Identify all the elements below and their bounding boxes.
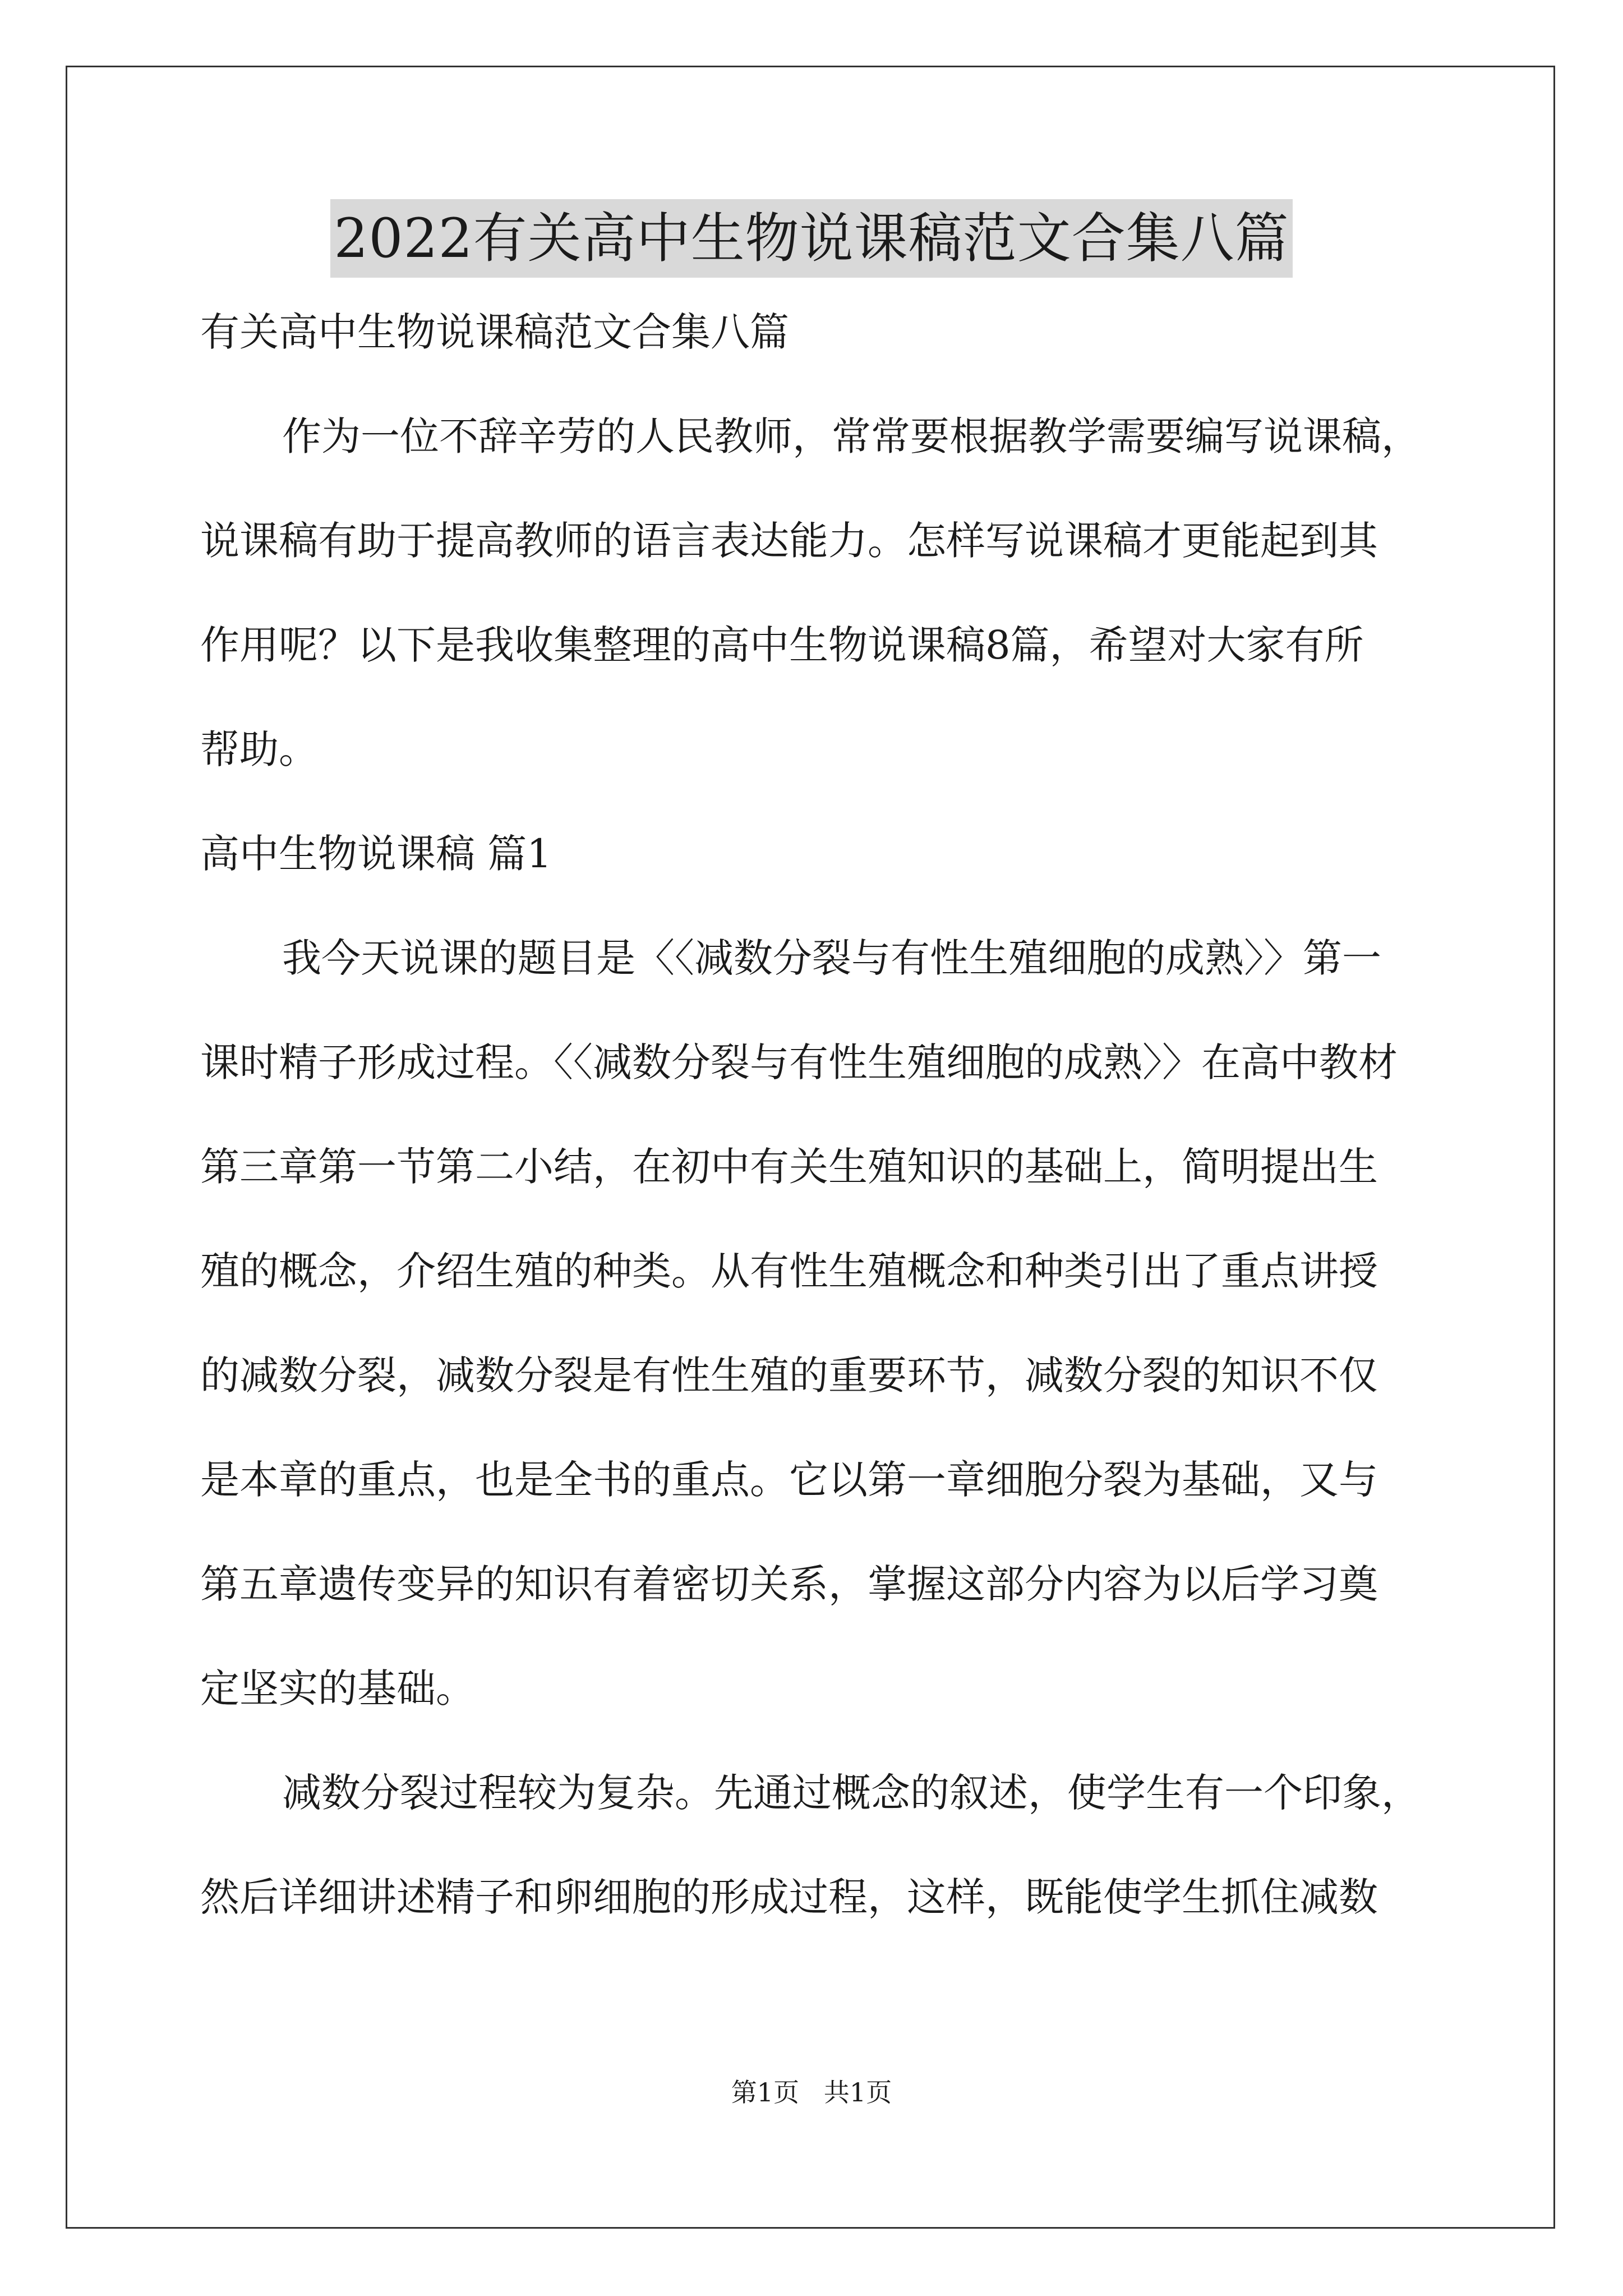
document-title: 2022有关高中生物说课稿范文合集八篇 [330, 199, 1292, 278]
text-line: 高中生物说课稿 篇1 [200, 831, 552, 877]
text-line: 第五章遗传变异的知识有着密切关系，掌握这部分内容为以后学习奠 [200, 1561, 1378, 1607]
text-line: 作用呢？以下是我收集整理的高中生物说课稿8篇，希望对大家有所 [200, 622, 1364, 668]
text-line: 我今天说课的题目是〈〈减数分裂与有性生殖细胞的成熟〉〉第一 [282, 935, 1381, 981]
text-line: 定坚实的基础。 [200, 1665, 475, 1711]
text-line: 殖的概念，介绍生殖的种类。从有性生殖概念和种类引出了重点讲授 [200, 1248, 1378, 1294]
text-line: 作为一位不辞辛劳的人民教师，常常要根据教学需要编写说课稿， [282, 413, 1421, 459]
text-line: 第三章第一节第二小结，在初中有关生殖知识的基础上，简明提出生 [200, 1144, 1378, 1190]
page-footer: 第1页 共1页 [731, 2077, 892, 2108]
text-line: 说课稿有助于提高教师的语言表达能力。怎样写说课稿才更能起到其 [200, 518, 1378, 564]
title-container [0, 199, 1623, 278]
text-line: 帮助。 [200, 726, 318, 772]
text-line: 然后详细讲述精子和卵细胞的形成过程，这样，既能使学生抓住减数 [200, 1874, 1378, 1920]
text-line: 有关高中生物说课稿范文合集八篇 [200, 309, 789, 355]
text-line: 的减数分裂，减数分裂是有性生殖的重要环节，减数分裂的知识不仅 [200, 1352, 1378, 1398]
text-line: 是本章的重点，也是全书的重点。它以第一章细胞分裂为基础，又与 [200, 1457, 1378, 1503]
text-line: 课时精子形成过程。〈〈减数分裂与有性生殖细胞的成熟〉〉在高中教材 [200, 1039, 1398, 1085]
document-body [200, 304, 1436, 1973]
text-line: 减数分裂过程较为复杂。先通过概念的叙述，使学生有一个印象， [282, 1770, 1421, 1816]
